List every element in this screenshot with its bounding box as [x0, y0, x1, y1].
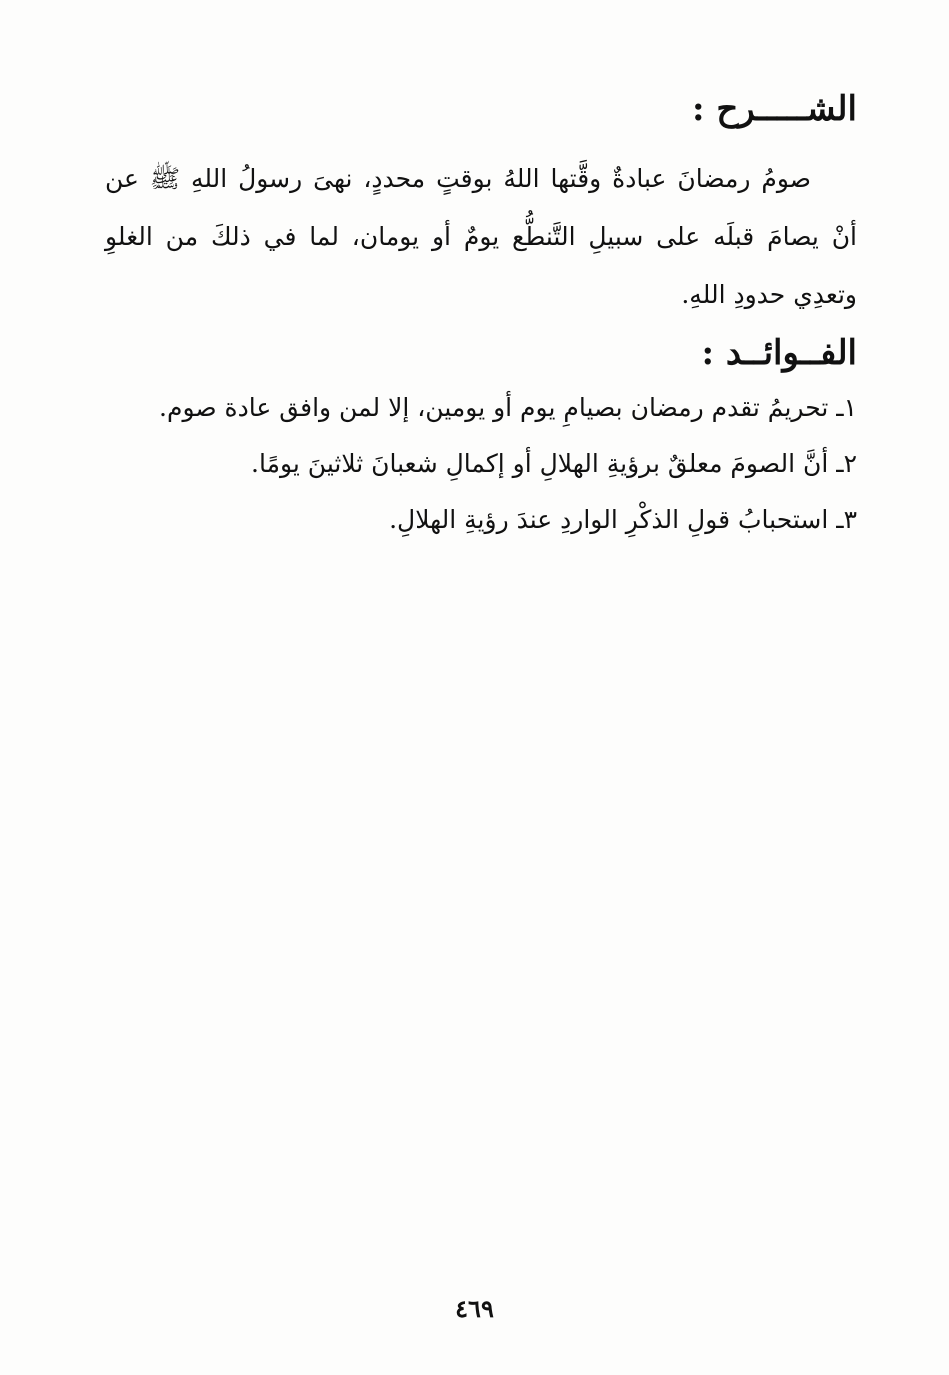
benefits-list: [105, 380, 857, 548]
benefit-item-3: ٣ـ استحبابُ قولِ الذكْرِ الواردِ عندَ رؤيةِ الهلالِ.: [389, 505, 857, 534]
explanation-paragraph: صومُ رمضانَ عبادةٌ وقَّتها اللهُ بوقتٍ محددٍ، نهىَ رسولُ اللهِ ﷺ عن أنْ يصامَ قبلَه على سبيلِ التَّنطُّع يومٌ أو يومان، لما في ذلكَ من الغلوِ وتعدِي حدودِ اللهِ.: [105, 164, 857, 309]
benefit-item-2: ٢ـ أنَّ الصومَ معلقٌ برؤيةِ الهلالِ أو إكمالِ شعبانَ ثلاثينَ يومًا.: [251, 449, 857, 478]
benefits-heading: الفــوائــد :: [701, 333, 857, 373]
benefit-item-1: ١ـ تحريمُ تقدم رمضان بصيامِ يوم أو يومين، إلا لمن وافق عادة صوم.: [159, 393, 857, 422]
page-number: ٤٦٩: [455, 1294, 494, 1323]
explanation-heading: الشـــــرح :: [691, 89, 857, 129]
